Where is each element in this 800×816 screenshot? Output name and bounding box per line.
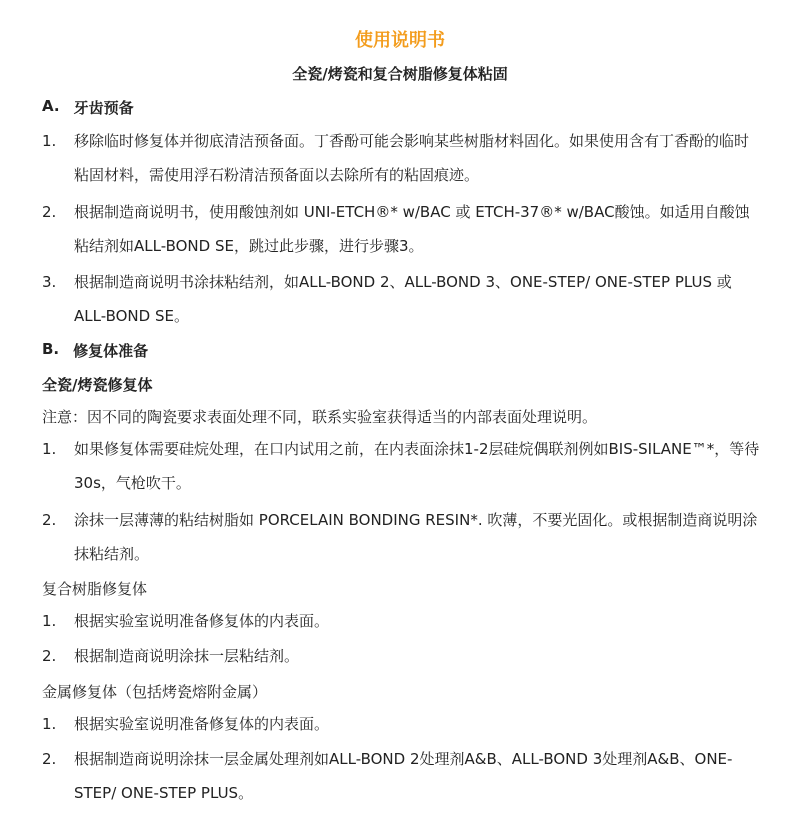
list-item xyxy=(42,503,762,571)
document-title: 使用说明书 xyxy=(355,30,445,51)
item-number: 2. xyxy=(42,647,57,665)
item-number: 1. xyxy=(42,440,57,458)
list-item xyxy=(42,432,762,500)
item-text: 根据制造商说明涂抹一层金属处理剂如ALL-BOND 2处理剂A&B、ALL-BOND 3处理剂A&B、ONE-STEP/ ONE-STEP PLUS。 xyxy=(74,750,733,802)
metal-subheading: 金属修复体（包括烤瓷熔附金属） xyxy=(42,683,268,701)
list-item xyxy=(42,265,762,333)
item-text: 移除临时修复体并彻底清洁预备面。丁香酚可能会影响某些树脂材料固化。如果使用含有丁香酚的临时粘固材料，需使用浮石粉清洁预备面以去除所有的粘固痕迹。 xyxy=(74,132,750,184)
item-text: 涂抹一层薄薄的粘结树脂如 PORCELAIN BONDING RESIN*. 吹薄，不要光固化。或根据制造商说明涂抹粘结剂。 xyxy=(74,511,758,563)
ceramic-subheading: 全瓷/烤瓷修复体 xyxy=(42,376,153,394)
list-item xyxy=(42,124,762,192)
item-text: 根据制造商说明涂抹一层粘结剂。 xyxy=(74,647,300,665)
ceramic-note: 注意：因不同的陶瓷要求表面处理不同，联系实验室获得适当的内部表面处理说明。 xyxy=(42,408,598,426)
list-item xyxy=(42,639,762,673)
section-b-title: 修复体准备 xyxy=(73,342,149,360)
section-a-title: 牙齿预备 xyxy=(73,99,134,117)
section-a-letter: A. xyxy=(42,97,60,115)
item-text: 根据制造商说明书涂抹粘结剂，如ALL-BOND 2、ALL-BOND 3、ONE-STEP/ ONE-STEP PLUS 或ALL-BOND SE。 xyxy=(74,273,732,325)
item-text: 根据实验室说明准备修复体的内表面。 xyxy=(74,612,330,630)
item-number: 1. xyxy=(42,612,57,630)
item-number: 1. xyxy=(42,132,57,150)
item-number: 2. xyxy=(42,750,57,768)
section-a-heading xyxy=(42,97,134,118)
section-b-heading xyxy=(42,340,148,361)
item-text: 如果修复体需要硅烷处理，在口内试用之前，在内表面涂抹1-2层硅烷偶联剂例如BIS-SILANE™*，等待30s，气枪吹干。 xyxy=(74,440,760,492)
item-number: 2. xyxy=(42,511,57,529)
list-item xyxy=(42,707,762,741)
composite-subheading: 复合树脂修复体 xyxy=(42,580,148,598)
document-subtitle: 全瓷/烤瓷和复合树脂修复体粘固 xyxy=(292,65,508,83)
item-text: 根据实验室说明准备修复体的内表面。 xyxy=(74,715,330,733)
item-number: 2. xyxy=(42,203,57,221)
item-number: 1. xyxy=(42,715,57,733)
section-b-letter: B. xyxy=(42,340,60,358)
item-text: 根据制造商说明书，使用酸蚀剂如 UNI-ETCH®* w/BAC 或 ETCH-37®* w/BAC酸蚀。如适用自酸蚀粘结剂如ALL-BOND SE，跳过此步骤，进行步骤3。 xyxy=(74,203,750,255)
list-item xyxy=(42,742,762,810)
list-item xyxy=(42,195,762,263)
list-item xyxy=(42,604,762,638)
item-number: 3. xyxy=(42,273,57,291)
